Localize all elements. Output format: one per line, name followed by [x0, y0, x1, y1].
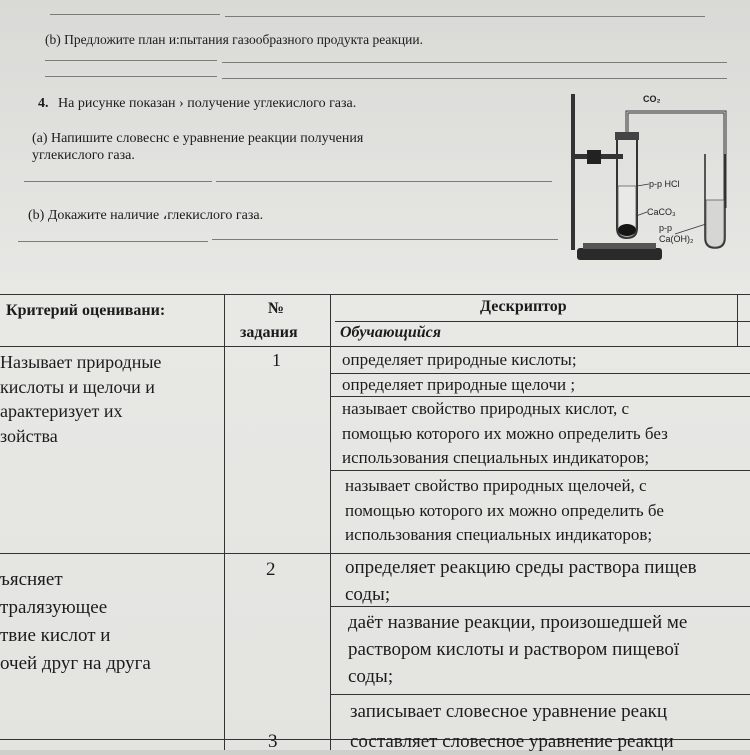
co2-label: CO₂: [643, 94, 661, 104]
answer-line: [45, 60, 217, 61]
row1-descriptor-1: определяет природные кислоты;: [342, 350, 577, 369]
co2-apparatus-drawing: [565, 88, 740, 268]
row2-criterion: [0, 566, 151, 678]
table-border: [224, 294, 225, 750]
answer-line: [212, 239, 558, 240]
row1-descriptor-2: определяет природные щелочи ;: [342, 375, 576, 394]
answer-line: [24, 181, 212, 182]
answer-line: [225, 16, 705, 17]
row3-task-number: [268, 731, 278, 752]
row1-task-number: 1: [272, 350, 281, 370]
row1-descriptor-4: [345, 474, 664, 548]
question-4a-line1: (а) Напишите словеснс е уравнение реакции получения: [32, 131, 364, 146]
descriptor-line: помощью которого их можно определить бе: [345, 500, 664, 520]
caoh2-label-2: Ca(OH)₂: [659, 234, 694, 244]
row3-descriptor-partial: [350, 731, 674, 752]
descriptor-line: соды;: [348, 666, 394, 687]
question-3b-text: (b) Предложите план и:пытания газообразного продукта реакции.: [45, 32, 423, 47]
row2-criterion-line: очей друг на друга: [0, 653, 151, 674]
descriptor-line: называет свойство природных кислот, с: [342, 399, 630, 418]
descriptor-line: использования специальных индикаторов;: [342, 448, 650, 467]
header-task-label: задания: [240, 324, 298, 341]
descriptor-line: определяет реакцию среды раствора пищев: [345, 557, 697, 578]
caco3-label: CaCO₃: [647, 207, 676, 217]
descriptor-line: составляет словесное уравнение реакци: [350, 731, 674, 752]
row2-criterion-line: твие кислот и: [0, 625, 111, 646]
row1-criterion: [0, 350, 161, 448]
table-border: [0, 294, 750, 295]
descriptor-line: соды;: [345, 584, 391, 605]
descriptor-line: раствором кислоты и раствором пищевої: [348, 639, 680, 660]
descriptor-line: использования специальных индикаторов;: [345, 525, 653, 544]
row1-criterion-line: арактеризует их: [0, 401, 123, 421]
question-4-text: На рисунке показан › получение углекислого газа.: [58, 96, 357, 111]
header-task-no: №: [268, 300, 285, 317]
caoh2-label-1: p-p: [659, 223, 673, 233]
answer-line: [18, 241, 208, 242]
question-4a-line2: углекислого газа.: [32, 148, 135, 163]
descriptor-line: помощью которого их можно определить без: [342, 423, 668, 443]
table-border: [0, 346, 750, 347]
row2-descriptor-2: [348, 609, 687, 690]
table-border: [330, 694, 750, 695]
answer-line: [222, 62, 727, 63]
co2-apparatus-figure: [565, 88, 740, 268]
row1-criterion-line: зойства: [0, 425, 58, 446]
question-4b-text: (b) Докажите наличие ،глекислого газа.: [28, 208, 264, 223]
table-border: [335, 321, 750, 322]
header-criterion: Критерий оценивани:: [6, 302, 166, 319]
task-number-text: 3: [268, 731, 278, 752]
answer-line: [50, 14, 220, 15]
table-border: [330, 294, 331, 750]
question-number: 4.: [38, 96, 49, 111]
row1-descriptor-3: [342, 397, 668, 471]
header-descriptor: Дескриптор: [480, 298, 567, 315]
row2-criterion-line: тралязующее: [0, 597, 108, 618]
row2-task-number: 2: [266, 559, 276, 580]
answer-line: [216, 181, 552, 182]
row2-criterion-line: ъясняет: [0, 569, 63, 590]
hcl-label: p-p HCl: [649, 179, 680, 189]
row2-descriptor-1: [345, 554, 697, 608]
row2-descriptor-3: записывает словесное уравнение реакц: [350, 701, 668, 722]
row1-criterion-line: кислоты и щелочи и: [0, 376, 155, 397]
descriptor-line: называет свойство природных щелочей, с: [345, 476, 647, 495]
table-border: [737, 294, 738, 346]
row1-criterion-line: Называет природные: [0, 352, 162, 372]
header-student: Обучающийся: [340, 324, 441, 341]
answer-line: [45, 76, 217, 77]
assessment-table: [0, 294, 750, 750]
answer-line: [222, 78, 727, 79]
descriptor-line: даёт название реакции, произошедшей ме: [348, 612, 688, 633]
